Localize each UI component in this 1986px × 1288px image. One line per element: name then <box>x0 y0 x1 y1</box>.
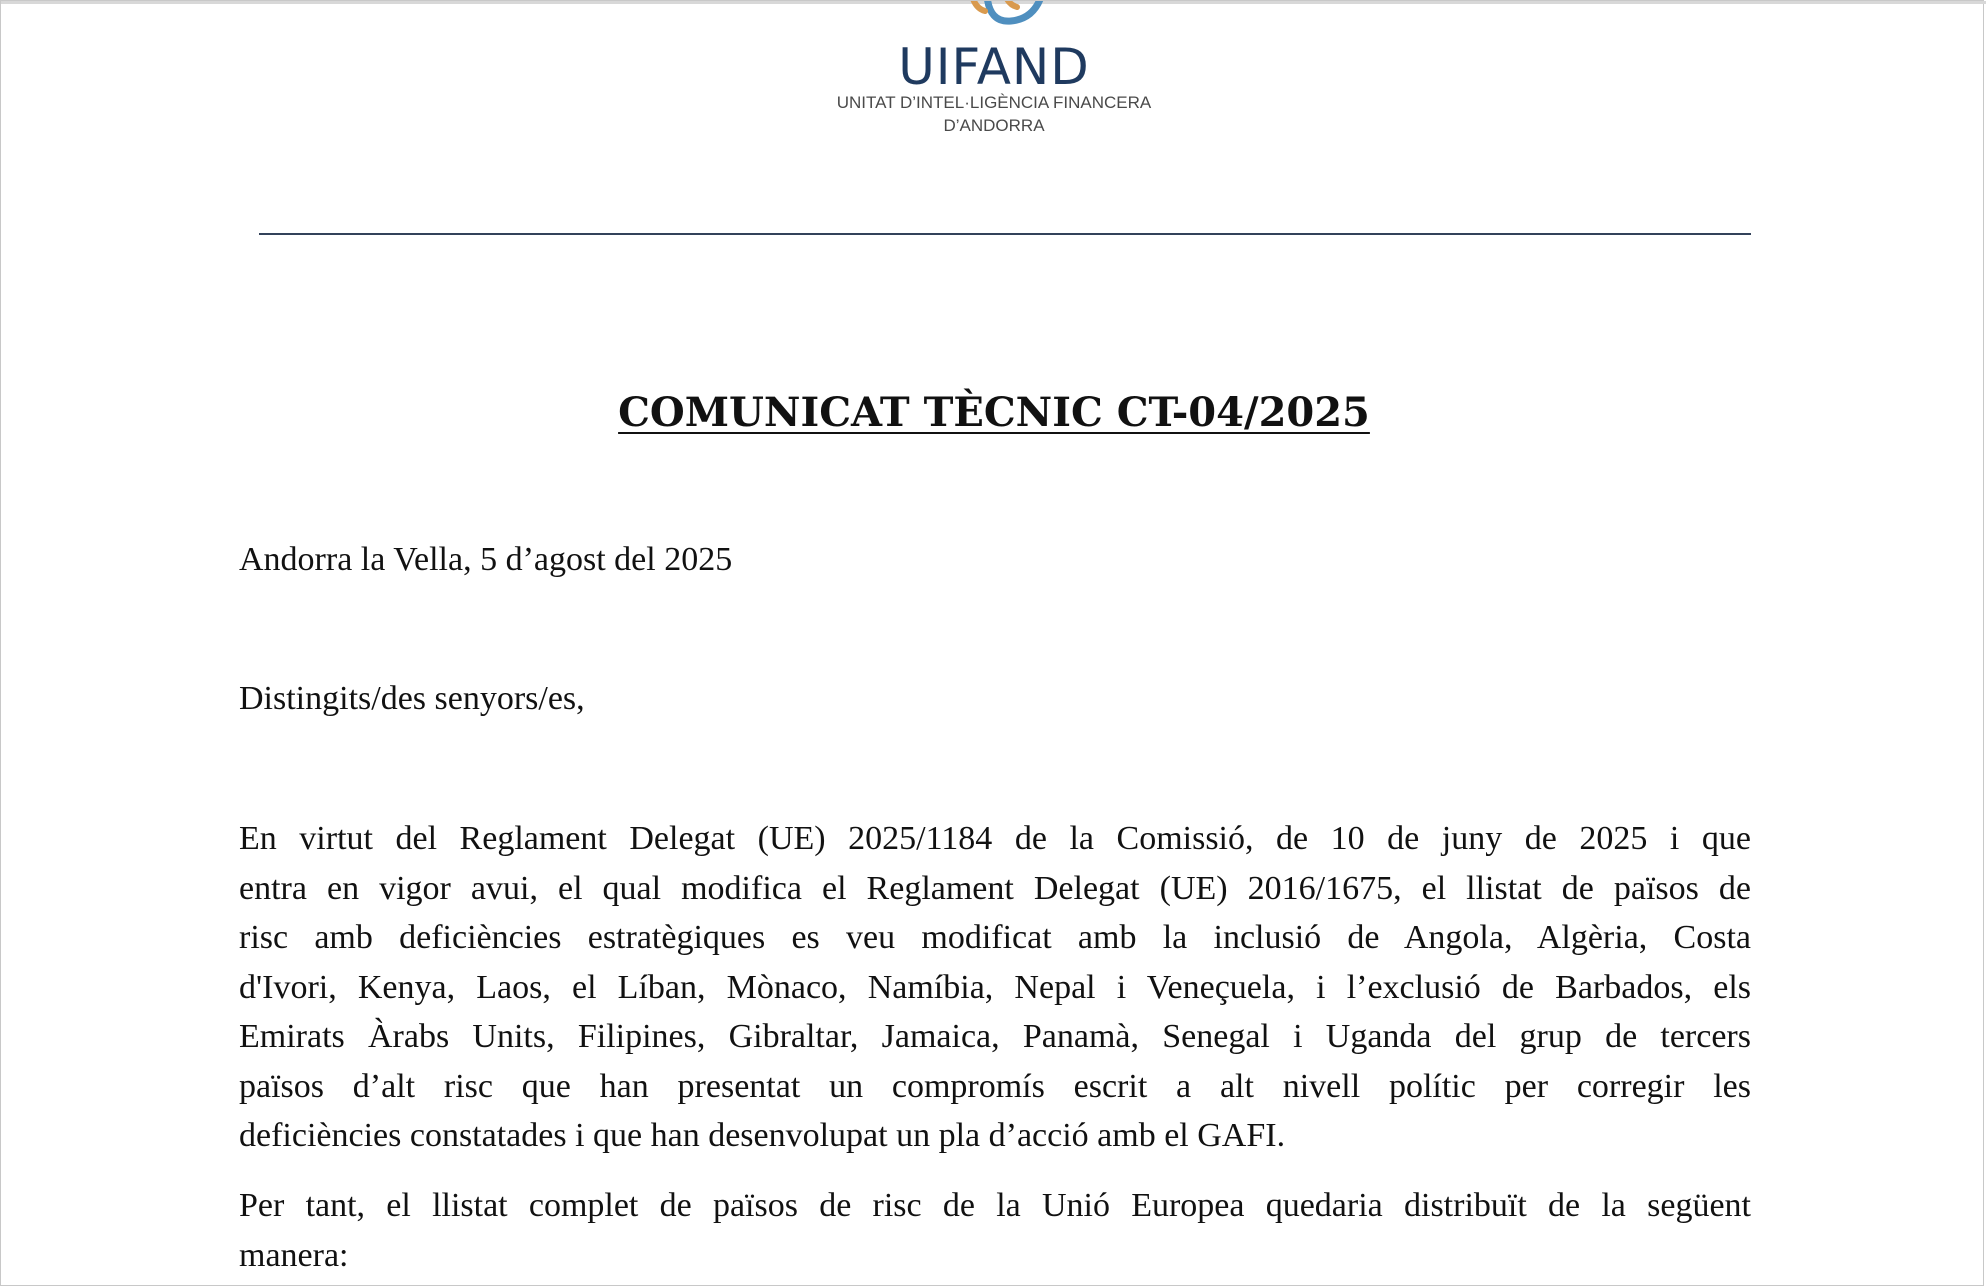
paragraph-line: En virtut del Reglament Delegat (UE) 2025/1184 de la Comissió, de 10 de juny de 2025 i que <box>239 820 1751 857</box>
uifand-logo-icon <box>951 1 1061 41</box>
paragraph-line: risc amb deficiències estratègiques es veu modificat amb la inclusió de Angola, Algèria, Costa <box>239 919 1751 956</box>
paragraph-line: Emirats Àrabs Units, Filipines, Gibraltar, Jamaica, Panamà, Senegal i Uganda del grup de tercers <box>239 1018 1751 1055</box>
paragraph-line: d'Ivori, Kenya, Laos, el Líban, Mònaco, Namíbia, Nepal i Veneçuela, i l’exclusió de Barbados, els <box>239 968 1751 1006</box>
paragraph-line: deficiències constatades i que han desenvolupat un pla d’acció amb el GAFI. <box>239 1117 1286 1154</box>
date-line: Andorra la Vella, 5 d’agost del 2025 <box>239 541 733 578</box>
paragraph-line: països d’alt risc que han presentat un compromís escrit a alt nivell polític per corregir les <box>239 1067 1751 1105</box>
body-paragraph-1 <box>239 814 1751 1161</box>
organization-name-line1: UNITAT D’INTEL·LIGÈNCIA FINANCERA <box>836 93 1152 112</box>
organization-logo-text: UIFAND <box>898 38 1090 96</box>
paragraph-line: Per tant, el llistat complet de països de risc de la Unió Europea quedaria distribuït de la següent <box>239 1187 1751 1224</box>
greeting: Distingits/des senyors/es, <box>239 680 585 717</box>
document-title <box>1 385 1986 441</box>
organization-name-line2: D’ANDORRA <box>943 116 1045 135</box>
paragraph-line: manera: <box>239 1236 349 1274</box>
header-divider <box>259 233 1751 235</box>
body-paragraph-2 <box>239 1181 1751 1280</box>
document-title-text: COMUNICAT TÈCNIC CT-04/2025 <box>618 389 1370 436</box>
paragraph-line: entra en vigor avui, el qual modifica el Reglament Delegat (UE) 2016/1675, el llistat de països de <box>239 869 1751 907</box>
